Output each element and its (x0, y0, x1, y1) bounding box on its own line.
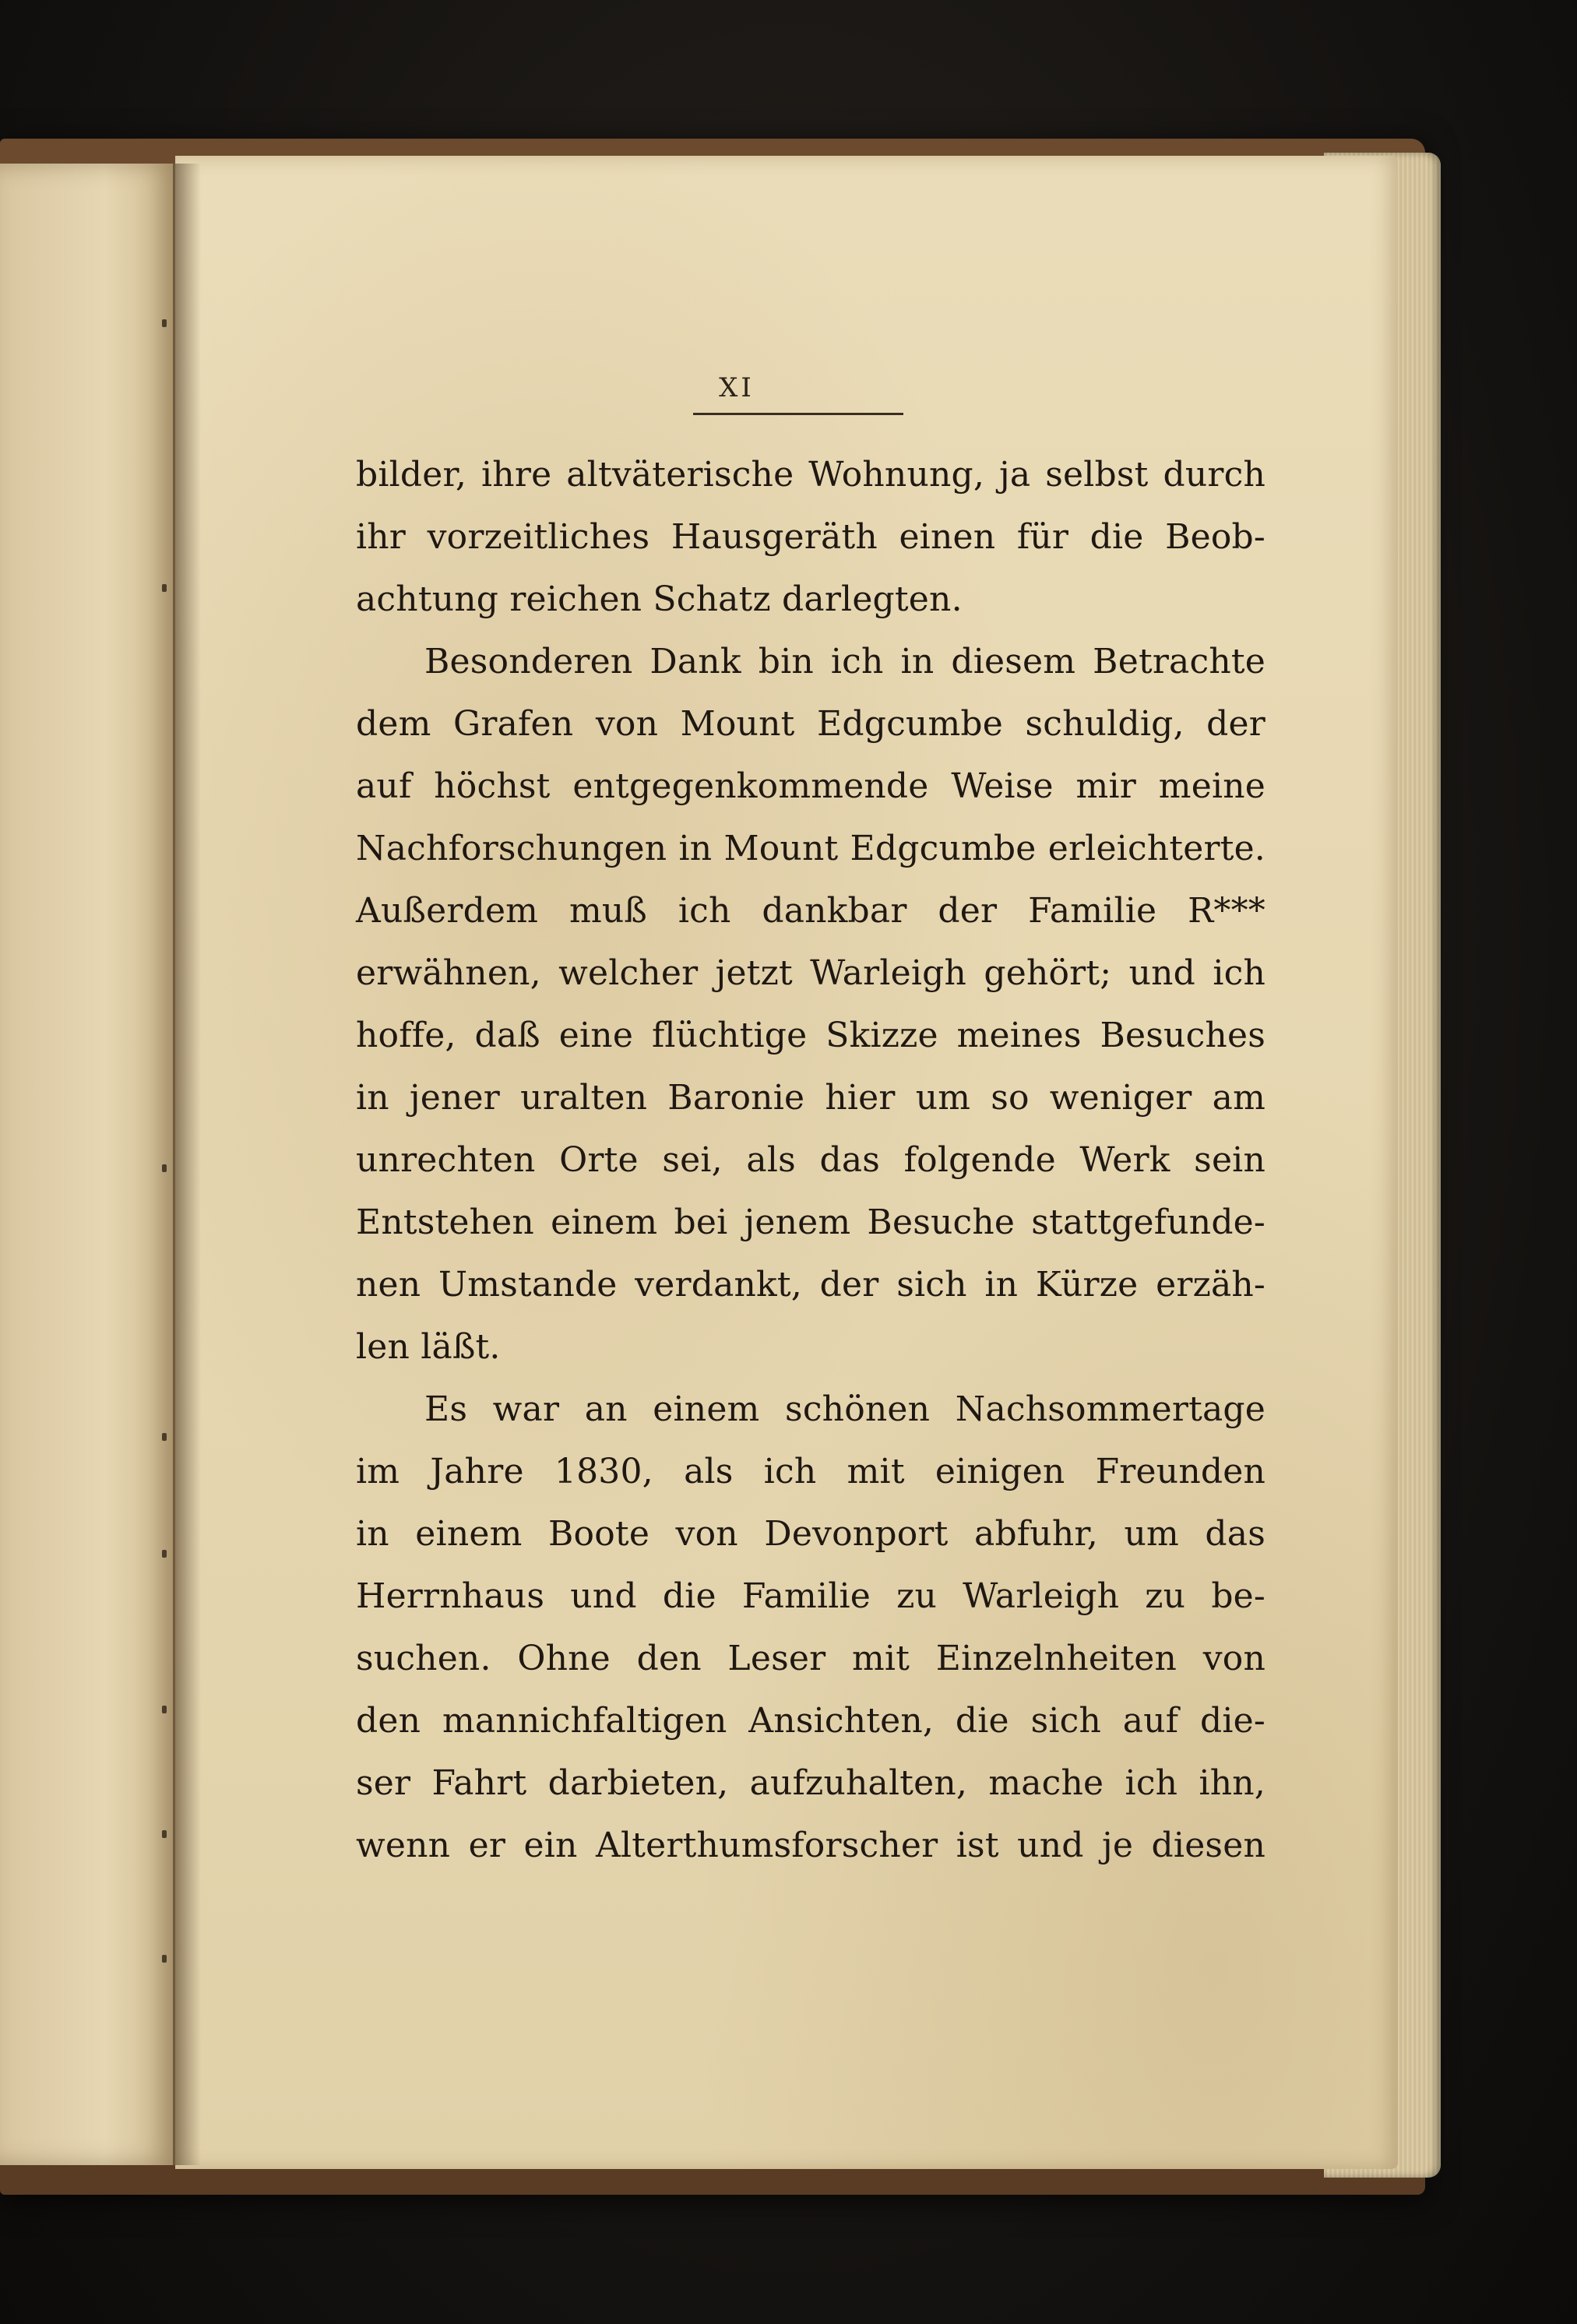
left-page-mark (162, 1164, 167, 1172)
text-line: Entstehen einem bei jenem Besuche stattgefunde- (356, 1202, 1265, 1242)
text-line: Es war an einem schönen Nachsommertage (424, 1389, 1265, 1429)
left-page-mark (162, 1433, 167, 1441)
right-page (175, 156, 1398, 2169)
text-line: Nachforschungen in Mount Edgcumbe erleichterte. (356, 829, 1265, 868)
left-page-mark (162, 1955, 167, 1963)
text-line: bilder, ihre altväterische Wohnung, ja selbst durch (356, 455, 1265, 495)
book-gutter (173, 164, 201, 2165)
body-text (356, 444, 1265, 1877)
text-line: den mannichfaltigen Ansichten, die sich auf die- (356, 1701, 1265, 1741)
text-line: hoffe, daß eine flüchtige Skizze meines Besuches (356, 1016, 1265, 1055)
text-line: Besonderen Dank bin ich in diesem Betrachte (424, 642, 1265, 681)
text-line: Herrnhaus und die Familie zu Warleigh zu be- (356, 1576, 1265, 1616)
header-rule (693, 413, 903, 415)
text-line: Außerdem muß ich dankbar der Familie R*** (356, 891, 1265, 931)
text-line: dem Grafen von Mount Edgcumbe schuldig, der (356, 704, 1265, 744)
text-line: erwähnen, welcher jetzt Warleigh gehört; und ich (356, 953, 1265, 993)
text-line: in jener uralten Baronie hier um so weniger am (356, 1078, 1265, 1118)
text-line: wenn er ein Alterthumsforscher ist und je diesen (356, 1826, 1265, 1865)
text-line: ihr vorzeitliches Hausgeräth einen für die Beob- (356, 517, 1265, 557)
left-page-mark (162, 1830, 167, 1838)
left-page (0, 164, 175, 2165)
page-number: XI (719, 372, 755, 403)
text-line: ser Fahrt darbieten, aufzuhalten, mache ich ihn, (356, 1763, 1265, 1803)
text-line: im Jahre 1830, als ich mit einigen Freunden (356, 1452, 1265, 1491)
left-page-mark (162, 1550, 167, 1558)
text-line: suchen. Ohne den Leser mit Einzelnheiten von (356, 1639, 1265, 1678)
left-page-mark (162, 319, 167, 327)
text-line: achtung reichen Schatz darlegten. (356, 579, 963, 619)
text-line: nen Umstande verdankt, der sich in Kürze erzäh- (356, 1265, 1265, 1305)
text-line: in einem Boote von Devonport abfuhr, um das (356, 1514, 1265, 1554)
left-page-mark (162, 1706, 167, 1713)
text-line: unrechten Orte sei, als das folgende Werk sein (356, 1140, 1265, 1180)
left-page-mark (162, 584, 167, 592)
text-line: auf höchst entgegenkommende Weise mir meine (356, 766, 1265, 806)
text-line: len läßt. (356, 1327, 501, 1367)
